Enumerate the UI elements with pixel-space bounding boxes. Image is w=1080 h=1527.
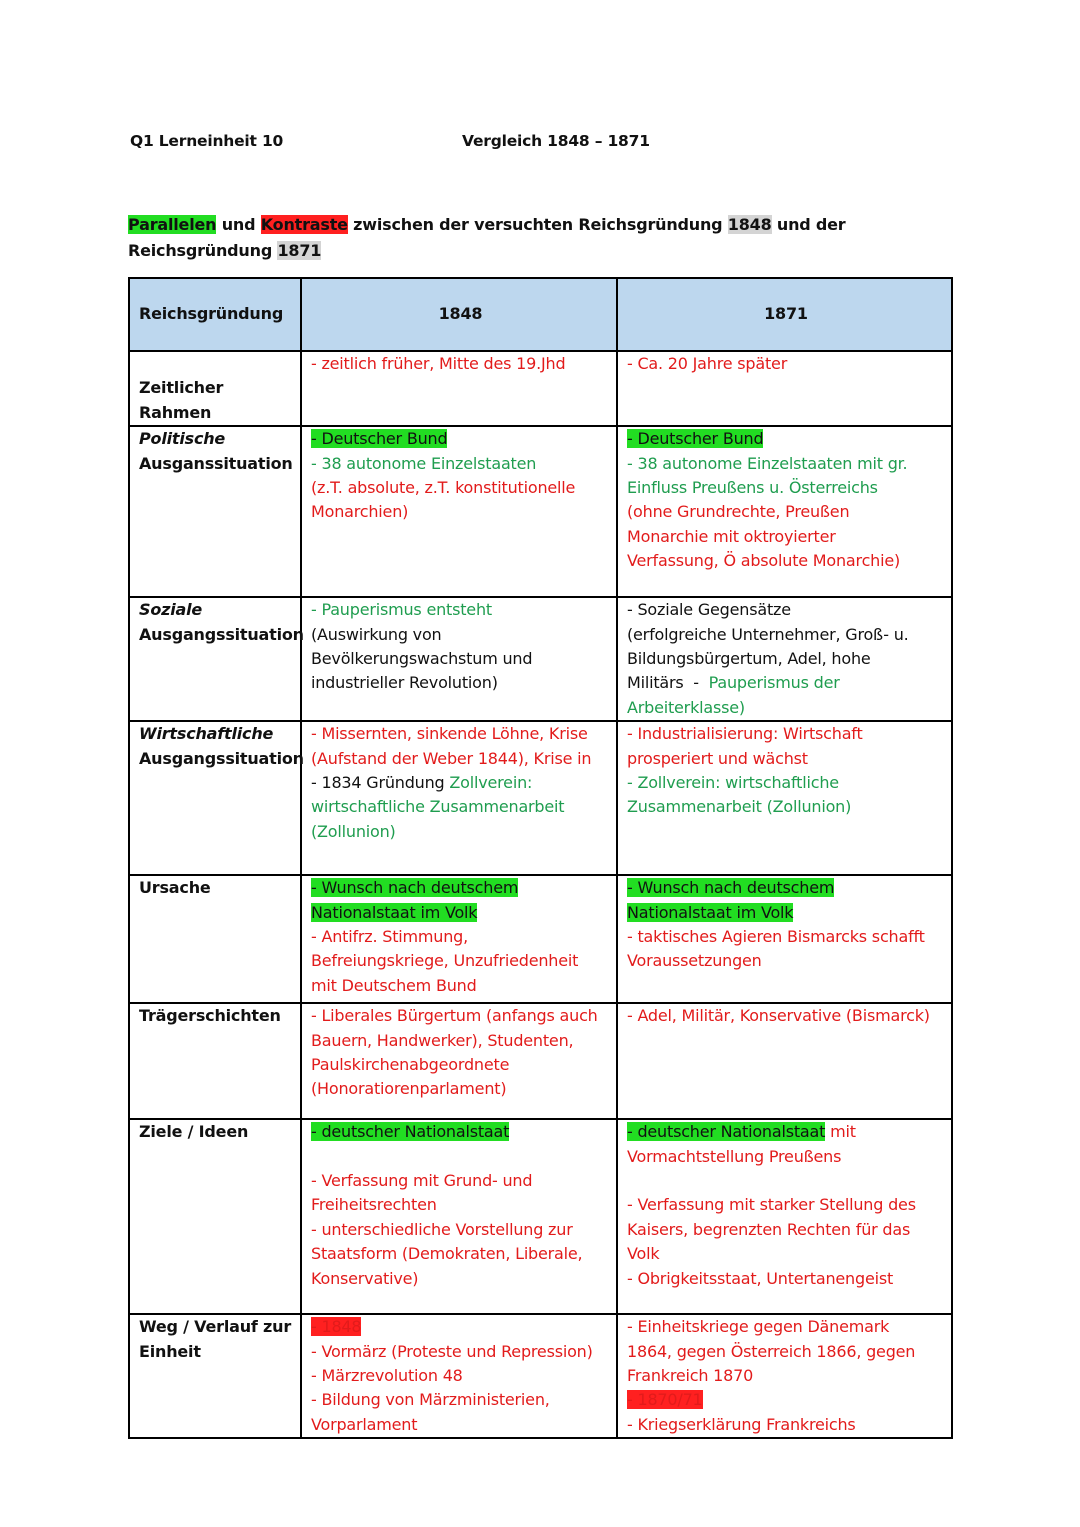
cell-line [627, 771, 945, 795]
cell-text: Monarchien) [311, 502, 409, 522]
cell-line [311, 1053, 610, 1077]
cell-text: - Obrigkeitsstaat, Untertanengeist [627, 1268, 894, 1288]
row-label [129, 597, 304, 721]
cell-text: - Einheitskriege gegen Dänemark [627, 1317, 890, 1337]
cell-line [311, 1218, 610, 1242]
cell-line [311, 1193, 610, 1217]
cell-line [311, 974, 610, 998]
cell-text: - Missernten, sinkende Löhne, Krise [311, 724, 588, 744]
row-label [129, 875, 301, 1003]
cell-text: - Verfassung mit Grund- und [311, 1171, 533, 1191]
cell-text: Kaisers, begrenzten Rechten für das [627, 1219, 911, 1239]
cell-line [311, 647, 610, 671]
cell-1848 [301, 1314, 617, 1438]
cell-line [627, 476, 945, 500]
row-label-line-1: Politische [139, 429, 226, 449]
table-header-row [129, 278, 952, 351]
row-label-line-1: Trägerschichten [139, 1006, 281, 1026]
cell-line [311, 949, 610, 973]
cell-1871 [617, 1314, 952, 1438]
intro-und: und [216, 215, 261, 234]
cell-1848 [301, 597, 617, 721]
cell-line [311, 623, 610, 647]
cell-line [311, 1145, 610, 1169]
cell-line [627, 949, 945, 973]
cell-line [311, 352, 610, 376]
header-reichsgruendung: Reichsgründung [129, 278, 301, 351]
cell-line [311, 1120, 610, 1144]
intro-text-1: zwischen der versuchten Reichsgründung [347, 215, 728, 234]
cell-line [627, 1388, 945, 1412]
cell-1871 [617, 875, 952, 1003]
cell-line [627, 1315, 945, 1339]
cell-line [627, 925, 945, 949]
cell-line [311, 795, 610, 819]
cell-line [627, 623, 945, 647]
cell-line [627, 1169, 945, 1193]
highlighted-text: - Deutscher Bund [627, 429, 764, 449]
cell-text: Volk [627, 1244, 660, 1264]
cell-line [311, 1340, 610, 1364]
cell-line [311, 925, 610, 949]
highlighted-text: - deutscher Nationalstaat [311, 1122, 510, 1142]
cell-line [627, 671, 945, 695]
cell-line [627, 1193, 945, 1217]
table-row [129, 1003, 952, 1119]
cell-text: Vormachtstellung Preußens [627, 1146, 842, 1166]
parallelen-marker: Parallelen [128, 215, 217, 234]
cell-line [311, 1315, 610, 1339]
cell-1848 [301, 875, 617, 1003]
cell-text: Bauern, Handwerker), Studenten, [311, 1030, 574, 1050]
cell-line [627, 352, 945, 376]
cell-text: - Pauperismus entsteht [311, 600, 492, 620]
cell-text: - Verfassung mit starker Stellung des [627, 1195, 916, 1215]
row-label-line-1: Ursache [139, 878, 211, 898]
highlighted-text: - 1848 [311, 1317, 362, 1337]
cell-line [627, 598, 945, 622]
cell-line [627, 1413, 945, 1437]
cell-line [627, 1004, 945, 1028]
cell-text: wirtschaftliche Zusammenarbeit [311, 797, 565, 817]
cell-line [311, 1267, 610, 1291]
cell-line [311, 876, 610, 900]
kontraste-marker: Kontraste [260, 215, 348, 234]
highlighted-text: - Wunsch nach deutschem [311, 878, 519, 898]
cell-line [627, 427, 945, 451]
cell-line [311, 1413, 610, 1437]
comparison-table [128, 277, 953, 1439]
cell-text: - Bildung von Märzministerien, [311, 1390, 550, 1410]
table-row [129, 597, 952, 721]
cell-text: (erfolgreiche Unternehmer, Groß- u. [627, 624, 909, 644]
cell-text: - Industrialisierung: Wirtschaft [627, 724, 863, 744]
cell-text-tail: Zollverein: [449, 773, 533, 793]
highlighted-text: - deutscher Nationalstaat [627, 1122, 826, 1142]
cell-text [311, 1147, 316, 1166]
cell-text: - 38 autonome Einzelstaaten mit gr. [627, 453, 908, 473]
cell-line [311, 1242, 610, 1266]
cell-line [627, 452, 945, 476]
cell-1871 [617, 597, 952, 721]
highlighted-text: Nationalstaat im Volk [627, 902, 794, 922]
cell-text: Verfassung, Ö absolute Monarchie) [627, 551, 901, 571]
cell-text: - Liberales Bürgertum (anfangs auch [311, 1006, 598, 1026]
cell-text: - Märzrevolution 48 [311, 1366, 463, 1386]
cell-text [627, 1171, 632, 1190]
cell-line [627, 647, 945, 671]
cell-line [311, 598, 610, 622]
cell-line [311, 1364, 610, 1388]
header-course: Q1 Lerneinheit 10 [130, 132, 284, 150]
row-label-line-1 [139, 352, 294, 376]
cell-line [627, 500, 945, 524]
cell-1871 [617, 1119, 952, 1314]
table-row [129, 875, 952, 1003]
cell-text: (z.T. absolute, z.T. konstitutionelle [311, 478, 576, 498]
row-label [129, 1003, 301, 1119]
cell-text: - Kriegserklärung Frankreichs [627, 1414, 856, 1434]
cell-text: - taktisches Agieren Bismarcks schafft [627, 927, 925, 947]
cell-text: mit Deutschem Bund [311, 975, 477, 995]
cell-1871 [617, 351, 952, 426]
cell-text: - Ca. 20 Jahre später [627, 354, 788, 373]
cell-line [627, 876, 945, 900]
table-row [129, 1119, 952, 1314]
cell-line [311, 452, 610, 476]
cell-text: Arbeiterklasse) [627, 697, 745, 717]
cell-1848 [301, 426, 617, 597]
cell-line [627, 901, 945, 925]
row-label [129, 351, 301, 426]
cell-line [311, 820, 610, 844]
cell-1848 [301, 1003, 617, 1119]
cell-line [627, 722, 945, 746]
intro-year-1848: 1848 [727, 215, 772, 234]
table-row [129, 351, 952, 426]
cell-text: Militärs - [627, 673, 704, 693]
cell-text: Bevölkerungswachstum und [311, 649, 533, 669]
cell-text: - Adel, Militär, Konservative (Bismarck) [627, 1006, 930, 1026]
cell-text: - Vormärz (Proteste und Repression) [311, 1341, 593, 1361]
cell-text: - zeitlich früher, Mitte des 19.Jhd [311, 354, 566, 373]
row-label-line-2: Ausgangssituation [139, 748, 304, 768]
table-row [129, 1314, 952, 1438]
intro-heading [128, 212, 958, 264]
cell-text: Einfluss Preußens u. Österreichs [627, 478, 878, 498]
row-label [129, 426, 301, 597]
cell-text: Befreiungskriege, Unzufriedenheit [311, 951, 579, 971]
cell-text: 1864, gegen Österreich 1866, gegen [627, 1341, 916, 1361]
header-title: Vergleich 1848 – 1871 [462, 132, 650, 150]
highlighted-text: Nationalstaat im Volk [311, 902, 478, 922]
row-label [129, 1314, 301, 1438]
intro-text-2: und der Reichsgründung [128, 215, 846, 260]
cell-1848 [301, 721, 617, 875]
cell-text: - unterschiedliche Vorstellung zur [311, 1219, 573, 1239]
cell-text: Frankreich 1870 [627, 1366, 754, 1386]
cell-text: Vorparlament [311, 1414, 418, 1434]
cell-line [311, 1004, 610, 1028]
cell-line [627, 747, 945, 771]
header-1848: 1848 [301, 278, 617, 351]
cell-line [627, 1242, 945, 1266]
cell-line [627, 1145, 945, 1169]
cell-line [627, 795, 945, 819]
header-1871: 1871 [617, 278, 952, 351]
cell-line [311, 1029, 610, 1053]
row-label-line-2: Zeitlicher Rahmen [139, 378, 229, 422]
cell-text: (ohne Grundrechte, Preußen [627, 502, 850, 522]
cell-text: - 38 autonome Einzelstaaten [311, 453, 537, 473]
cell-line [311, 476, 610, 500]
cell-text: industrieller Revolution) [311, 673, 498, 693]
cell-text-tail: Pauperismus der [703, 673, 840, 693]
cell-line [627, 1267, 945, 1291]
cell-line [627, 1364, 945, 1388]
cell-line [311, 901, 610, 925]
highlighted-text: - 1870/71 [627, 1390, 703, 1410]
cell-line [311, 771, 610, 795]
cell-line [311, 671, 610, 695]
cell-line [311, 1169, 610, 1193]
row-label-line-1: Wirtschaftliche [139, 724, 274, 744]
cell-text: (Zollunion) [311, 821, 396, 841]
table-row [129, 721, 952, 875]
cell-text: - Antifrz. Stimmung, [311, 927, 469, 947]
cell-text: Paulskirchenabgeordnete [311, 1055, 510, 1075]
cell-line [627, 1218, 945, 1242]
cell-line [627, 1120, 945, 1144]
cell-text: Freiheitsrechten [311, 1195, 437, 1215]
cell-text: Konservative) [311, 1268, 419, 1288]
cell-line [627, 696, 945, 720]
row-label [129, 721, 304, 875]
cell-text: Staatsform (Demokraten, Liberale, [311, 1244, 583, 1264]
highlighted-text: - Wunsch nach deutschem [627, 878, 835, 898]
row-label-line-1: Soziale [139, 600, 203, 620]
cell-line [627, 525, 945, 549]
cell-line [627, 1340, 945, 1364]
cell-1848 [301, 351, 617, 426]
row-label-line-1: Weg / Verlauf zur [139, 1317, 292, 1337]
intro-year-1871: 1871 [277, 241, 322, 260]
cell-text: prosperiert und wächst [627, 748, 808, 768]
cell-text: Bildungsbürgertum, Adel, hohe [627, 649, 871, 669]
cell-1871 [617, 1003, 952, 1119]
cell-line [311, 427, 610, 451]
row-label-line-2: Ausganssituation [139, 453, 293, 473]
cell-line [311, 722, 610, 746]
cell-1871 [617, 426, 952, 597]
cell-line [311, 1388, 610, 1412]
row-label-line-2: Ausgangssituation [139, 624, 304, 644]
cell-1848 [301, 1119, 617, 1314]
row-label [129, 1119, 301, 1314]
cell-text: (Aufstand der Weber 1844), Krise in [311, 748, 592, 768]
cell-text: - 1834 Gründung [311, 773, 450, 793]
cell-text: Voraussetzungen [627, 951, 762, 971]
cell-text: - Soziale Gegensätze [627, 600, 791, 620]
cell-text: - Zollverein: wirtschaftliche [627, 773, 839, 793]
cell-text: (Honoratiorenparlament) [311, 1079, 507, 1099]
cell-text: Zusammenarbeit (Zollunion) [627, 797, 852, 817]
cell-line [311, 1077, 610, 1101]
cell-line [627, 549, 945, 573]
cell-line [311, 747, 610, 771]
cell-text: Monarchie mit oktroyierter [627, 526, 836, 546]
cell-line [311, 500, 610, 524]
highlighted-text: - Deutscher Bund [311, 429, 448, 449]
cell-1871 [617, 721, 952, 875]
row-label-line-2: Einheit [139, 1341, 201, 1361]
table-row [129, 426, 952, 597]
cell-text: (Auswirkung von [311, 624, 442, 644]
cell-text-tail: mit [825, 1122, 856, 1142]
row-label-line-1: Ziele / Ideen [139, 1122, 249, 1142]
